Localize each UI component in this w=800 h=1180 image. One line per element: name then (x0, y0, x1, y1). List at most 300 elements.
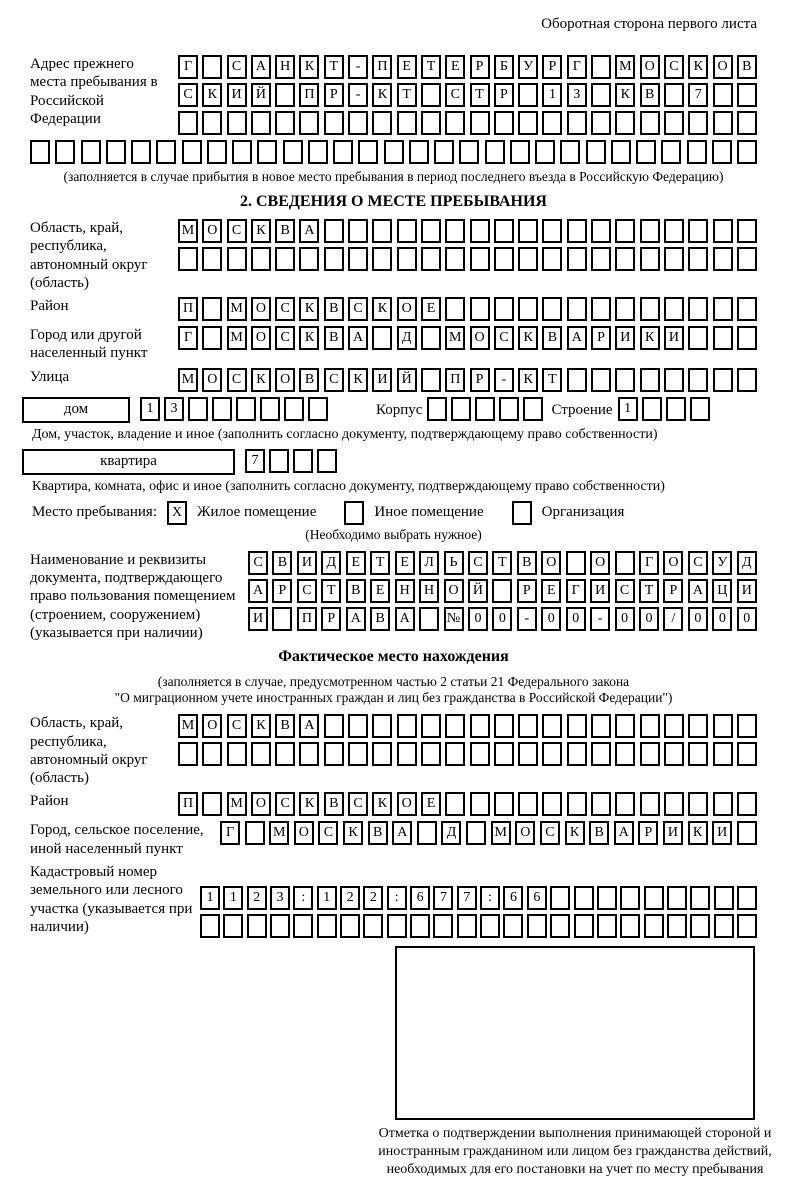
char-box[interactable]: О (397, 792, 417, 816)
char-box[interactable] (713, 83, 733, 107)
char-box[interactable]: - (517, 607, 537, 631)
char-box[interactable]: О (202, 219, 222, 243)
char-box[interactable] (188, 397, 208, 421)
char-box[interactable]: 7 (688, 83, 708, 107)
char-box[interactable]: Р (494, 83, 514, 107)
char-box[interactable] (542, 111, 562, 135)
char-box[interactable]: В (346, 579, 366, 603)
char-box[interactable] (178, 111, 198, 135)
char-box[interactable]: С (348, 792, 368, 816)
char-box[interactable] (340, 914, 360, 938)
char-box[interactable]: 0 (492, 607, 512, 631)
char-box[interactable]: В (737, 55, 757, 79)
char-box[interactable] (494, 714, 514, 738)
char-box[interactable] (503, 914, 523, 938)
char-box[interactable] (640, 714, 660, 738)
char-box[interactable] (445, 297, 465, 321)
char-box[interactable]: Л (419, 551, 439, 575)
char-box[interactable]: К (688, 55, 708, 79)
char-box[interactable]: Д (441, 821, 461, 845)
char-box[interactable] (178, 247, 198, 271)
char-box[interactable] (227, 247, 247, 271)
char-box[interactable] (591, 55, 611, 79)
char-box[interactable] (397, 742, 417, 766)
char-box[interactable] (542, 792, 562, 816)
char-box[interactable]: А (346, 607, 366, 631)
char-box[interactable]: Р (638, 821, 658, 845)
char-box[interactable]: К (518, 368, 538, 392)
char-box[interactable] (664, 792, 684, 816)
char-box[interactable] (299, 247, 319, 271)
char-box[interactable] (275, 83, 295, 107)
char-box[interactable] (550, 886, 570, 910)
char-box[interactable] (518, 792, 538, 816)
char-box[interactable] (284, 397, 304, 421)
char-box[interactable]: 3 (270, 886, 290, 910)
char-box[interactable]: В (589, 821, 609, 845)
char-box[interactable]: П (297, 607, 317, 631)
char-box[interactable]: С (494, 326, 514, 350)
char-box[interactable] (348, 111, 368, 135)
char-box[interactable] (247, 914, 267, 938)
char-box[interactable] (527, 914, 547, 938)
char-box[interactable]: И (615, 326, 635, 350)
char-box[interactable] (275, 111, 295, 135)
char-box[interactable] (714, 914, 734, 938)
char-box[interactable]: В (324, 297, 344, 321)
char-box[interactable] (666, 397, 686, 421)
char-box[interactable]: К (343, 821, 363, 845)
char-box[interactable] (409, 140, 429, 164)
char-box[interactable]: К (372, 297, 392, 321)
char-box[interactable] (737, 742, 757, 766)
char-box[interactable] (202, 742, 222, 766)
char-box[interactable] (713, 714, 733, 738)
char-box[interactable]: К (372, 83, 392, 107)
char-box[interactable]: Т (397, 83, 417, 107)
char-box[interactable]: 0 (615, 607, 635, 631)
char-box[interactable] (591, 83, 611, 107)
char-box[interactable]: О (515, 821, 535, 845)
char-box[interactable] (737, 111, 757, 135)
char-box[interactable]: С (227, 55, 247, 79)
char-box[interactable] (419, 607, 439, 631)
char-box[interactable] (542, 742, 562, 766)
char-box[interactable] (131, 140, 151, 164)
char-box[interactable] (445, 111, 465, 135)
char-box[interactable] (664, 368, 684, 392)
char-box[interactable] (642, 397, 662, 421)
char-box[interactable] (713, 326, 733, 350)
char-box[interactable] (523, 397, 543, 421)
char-box[interactable]: И (248, 607, 268, 631)
char-box[interactable]: Д (737, 551, 757, 575)
char-box[interactable] (737, 792, 757, 816)
char-box[interactable]: И (372, 368, 392, 392)
char-box[interactable] (640, 247, 660, 271)
char-box[interactable]: С (275, 297, 295, 321)
char-box[interactable] (397, 111, 417, 135)
char-box[interactable] (687, 140, 707, 164)
char-box[interactable] (664, 111, 684, 135)
char-box[interactable]: С (468, 551, 488, 575)
char-box[interactable] (348, 219, 368, 243)
char-box[interactable] (664, 219, 684, 243)
char-box[interactable] (202, 55, 222, 79)
char-box[interactable] (597, 914, 617, 938)
char-box[interactable] (615, 714, 635, 738)
char-box[interactable] (363, 914, 383, 938)
char-box[interactable] (713, 111, 733, 135)
char-box[interactable] (737, 297, 757, 321)
char-box[interactable]: И (227, 83, 247, 107)
char-box[interactable] (421, 368, 441, 392)
char-box[interactable] (615, 219, 635, 243)
char-box[interactable]: П (299, 83, 319, 107)
char-box[interactable] (640, 368, 660, 392)
char-box[interactable]: С (275, 326, 295, 350)
char-box[interactable]: Т (470, 83, 490, 107)
char-box[interactable] (644, 914, 664, 938)
char-box[interactable]: Е (370, 579, 390, 603)
char-box[interactable]: 0 (468, 607, 488, 631)
char-box[interactable]: В (370, 607, 390, 631)
char-box[interactable] (421, 111, 441, 135)
char-box[interactable] (688, 297, 708, 321)
char-box[interactable] (236, 397, 256, 421)
char-box[interactable] (737, 368, 757, 392)
char-box[interactable] (55, 140, 75, 164)
char-box[interactable] (640, 792, 660, 816)
char-box[interactable] (688, 368, 708, 392)
char-box[interactable] (615, 368, 635, 392)
char-box[interactable]: Г (566, 579, 586, 603)
char-box[interactable] (737, 914, 757, 938)
char-box[interactable] (567, 111, 587, 135)
char-box[interactable]: О (275, 368, 295, 392)
char-box[interactable] (567, 368, 587, 392)
char-box[interactable]: М (178, 714, 198, 738)
char-box[interactable] (591, 111, 611, 135)
char-box[interactable] (470, 714, 490, 738)
char-box[interactable] (567, 742, 587, 766)
char-box[interactable] (200, 914, 220, 938)
char-box[interactable] (421, 247, 441, 271)
char-box[interactable]: Н (275, 55, 295, 79)
char-box[interactable] (499, 397, 519, 421)
char-box[interactable] (372, 326, 392, 350)
char-box[interactable]: 7 (433, 886, 453, 910)
char-box[interactable]: 2 (363, 886, 383, 910)
char-box[interactable]: М (227, 326, 247, 350)
char-box[interactable]: - (494, 368, 514, 392)
char-box[interactable]: К (688, 821, 708, 845)
char-box[interactable]: А (348, 326, 368, 350)
char-box[interactable]: 2 (340, 886, 360, 910)
char-box[interactable] (492, 579, 512, 603)
char-box[interactable] (470, 792, 490, 816)
char-box[interactable]: О (640, 55, 660, 79)
char-box[interactable]: Т (321, 579, 341, 603)
char-box[interactable] (688, 742, 708, 766)
char-box[interactable] (30, 140, 50, 164)
char-box[interactable] (615, 247, 635, 271)
char-box[interactable] (664, 742, 684, 766)
char-box[interactable] (640, 742, 660, 766)
char-box[interactable]: : (293, 886, 313, 910)
char-box[interactable]: Н (395, 579, 415, 603)
char-box[interactable] (182, 140, 202, 164)
char-box[interactable] (620, 914, 640, 938)
char-box[interactable]: С (248, 551, 268, 575)
char-box[interactable] (713, 297, 733, 321)
char-box[interactable]: О (713, 55, 733, 79)
char-box[interactable] (640, 219, 660, 243)
other-premises-checkbox[interactable] (344, 501, 364, 525)
char-box[interactable]: : (387, 886, 407, 910)
char-box[interactable] (737, 83, 757, 107)
char-box[interactable] (667, 914, 687, 938)
char-box[interactable] (688, 219, 708, 243)
char-box[interactable]: Й (397, 368, 417, 392)
char-box[interactable] (417, 821, 437, 845)
char-box[interactable] (227, 742, 247, 766)
char-box[interactable]: О (590, 551, 610, 575)
char-box[interactable] (494, 247, 514, 271)
char-box[interactable] (451, 397, 471, 421)
char-box[interactable] (494, 111, 514, 135)
char-box[interactable]: У (712, 551, 732, 575)
char-box[interactable] (737, 219, 757, 243)
char-box[interactable] (518, 714, 538, 738)
char-box[interactable]: В (272, 551, 292, 575)
char-box[interactable]: 6 (503, 886, 523, 910)
char-box[interactable] (421, 714, 441, 738)
char-box[interactable] (688, 792, 708, 816)
char-box[interactable]: М (178, 219, 198, 243)
char-box[interactable] (410, 914, 430, 938)
char-box[interactable]: О (251, 297, 271, 321)
char-box[interactable]: О (251, 326, 271, 350)
char-box[interactable]: - (348, 83, 368, 107)
char-box[interactable]: Е (541, 579, 561, 603)
char-box[interactable]: К (299, 55, 319, 79)
char-box[interactable] (299, 111, 319, 135)
char-box[interactable] (567, 219, 587, 243)
char-box[interactable] (421, 219, 441, 243)
char-box[interactable]: А (251, 55, 271, 79)
char-box[interactable]: Е (397, 55, 417, 79)
char-box[interactable] (372, 742, 392, 766)
char-box[interactable] (245, 821, 265, 845)
char-box[interactable]: М (227, 792, 247, 816)
char-box[interactable] (384, 140, 404, 164)
char-box[interactable] (202, 792, 222, 816)
char-box[interactable] (664, 247, 684, 271)
char-box[interactable] (615, 111, 635, 135)
char-box[interactable]: Б (494, 55, 514, 79)
char-box[interactable] (348, 714, 368, 738)
char-box[interactable] (293, 449, 313, 473)
char-box[interactable] (737, 714, 757, 738)
char-box[interactable]: Р (324, 83, 344, 107)
char-box[interactable]: 0 (688, 607, 708, 631)
char-box[interactable] (372, 219, 392, 243)
char-box[interactable]: В (275, 714, 295, 738)
char-box[interactable]: И (663, 821, 683, 845)
char-box[interactable]: А (299, 219, 319, 243)
char-box[interactable]: А (688, 579, 708, 603)
char-box[interactable]: Т (421, 55, 441, 79)
char-box[interactable]: П (445, 368, 465, 392)
char-box[interactable] (293, 914, 313, 938)
char-box[interactable]: 3 (164, 397, 184, 421)
char-box[interactable]: Д (321, 551, 341, 575)
char-box[interactable]: Т (370, 551, 390, 575)
char-box[interactable]: О (202, 368, 222, 392)
char-box[interactable] (445, 742, 465, 766)
char-box[interactable]: Г (178, 55, 198, 79)
char-box[interactable]: 0 (737, 607, 757, 631)
char-box[interactable] (387, 914, 407, 938)
char-box[interactable] (223, 914, 243, 938)
char-box[interactable] (317, 914, 337, 938)
char-box[interactable] (251, 111, 271, 135)
char-box[interactable]: О (251, 792, 271, 816)
char-box[interactable]: 0 (639, 607, 659, 631)
char-box[interactable]: В (368, 821, 388, 845)
char-box[interactable]: К (565, 821, 585, 845)
char-box[interactable]: С (297, 579, 317, 603)
char-box[interactable] (470, 111, 490, 135)
char-box[interactable]: 6 (527, 886, 547, 910)
char-box[interactable]: В (299, 368, 319, 392)
char-box[interactable] (567, 714, 587, 738)
char-box[interactable]: - (348, 55, 368, 79)
char-box[interactable] (518, 742, 538, 766)
char-box[interactable]: С (275, 792, 295, 816)
char-box[interactable] (372, 111, 392, 135)
char-box[interactable]: В (324, 792, 344, 816)
char-box[interactable]: С (615, 579, 635, 603)
char-box[interactable]: К (251, 219, 271, 243)
char-box[interactable] (202, 247, 222, 271)
char-box[interactable] (560, 140, 580, 164)
char-box[interactable] (348, 247, 368, 271)
char-box[interactable]: Е (445, 55, 465, 79)
char-box[interactable]: В (275, 219, 295, 243)
char-box[interactable] (299, 742, 319, 766)
char-box[interactable] (620, 886, 640, 910)
char-box[interactable]: С (324, 368, 344, 392)
char-box[interactable] (308, 397, 328, 421)
char-box[interactable] (591, 219, 611, 243)
char-box[interactable] (207, 140, 227, 164)
char-box[interactable]: С (227, 219, 247, 243)
char-box[interactable] (510, 140, 530, 164)
char-box[interactable] (272, 607, 292, 631)
char-box[interactable] (324, 219, 344, 243)
char-box[interactable] (644, 886, 664, 910)
char-box[interactable] (713, 219, 733, 243)
char-box[interactable]: Г (567, 55, 587, 79)
char-box[interactable]: О (541, 551, 561, 575)
char-box[interactable]: И (590, 579, 610, 603)
char-box[interactable] (542, 247, 562, 271)
char-box[interactable]: Ц (712, 579, 732, 603)
char-box[interactable] (615, 551, 635, 575)
char-box[interactable]: 1 (223, 886, 243, 910)
char-box[interactable]: Д (397, 326, 417, 350)
char-box[interactable]: А (248, 579, 268, 603)
char-box[interactable]: 3 (567, 83, 587, 107)
char-box[interactable]: Г (639, 551, 659, 575)
char-box[interactable] (445, 714, 465, 738)
char-box[interactable] (664, 714, 684, 738)
char-box[interactable] (586, 140, 606, 164)
char-box[interactable] (518, 111, 538, 135)
char-box[interactable]: С (318, 821, 338, 845)
char-box[interactable]: А (567, 326, 587, 350)
char-box[interactable] (664, 83, 684, 107)
char-box[interactable]: М (269, 821, 289, 845)
char-box[interactable] (275, 742, 295, 766)
residential-checkbox[interactable]: X (167, 501, 187, 525)
char-box[interactable]: М (227, 297, 247, 321)
char-box[interactable] (445, 792, 465, 816)
char-box[interactable]: 6 (410, 886, 430, 910)
char-box[interactable] (542, 219, 562, 243)
char-box[interactable]: Р (470, 368, 490, 392)
char-box[interactable] (212, 397, 232, 421)
char-box[interactable] (713, 247, 733, 271)
char-box[interactable] (494, 742, 514, 766)
char-box[interactable] (591, 714, 611, 738)
char-box[interactable]: И (297, 551, 317, 575)
char-box[interactable] (640, 297, 660, 321)
char-box[interactable] (494, 219, 514, 243)
organization-checkbox[interactable] (512, 501, 532, 525)
char-box[interactable] (737, 326, 757, 350)
char-box[interactable] (485, 140, 505, 164)
char-box[interactable] (433, 914, 453, 938)
char-box[interactable] (251, 742, 271, 766)
char-box[interactable] (421, 83, 441, 107)
char-box[interactable]: Е (421, 792, 441, 816)
char-box[interactable] (333, 140, 353, 164)
char-box[interactable]: 1 (618, 397, 638, 421)
house-cell[interactable]: дом (22, 397, 130, 423)
char-box[interactable]: М (445, 326, 465, 350)
char-box[interactable] (227, 111, 247, 135)
char-box[interactable]: Г (220, 821, 240, 845)
char-box[interactable] (713, 792, 733, 816)
char-box[interactable]: О (444, 579, 464, 603)
char-box[interactable]: 0 (541, 607, 561, 631)
char-box[interactable]: К (251, 714, 271, 738)
char-box[interactable] (459, 140, 479, 164)
char-box[interactable]: О (202, 714, 222, 738)
char-box[interactable]: Е (421, 297, 441, 321)
char-box[interactable]: О (470, 326, 490, 350)
char-box[interactable] (518, 83, 538, 107)
char-box[interactable]: П (372, 55, 392, 79)
char-box[interactable] (615, 297, 635, 321)
char-box[interactable]: 1 (317, 886, 337, 910)
char-box[interactable]: М (615, 55, 635, 79)
char-box[interactable]: В (517, 551, 537, 575)
char-box[interactable] (156, 140, 176, 164)
